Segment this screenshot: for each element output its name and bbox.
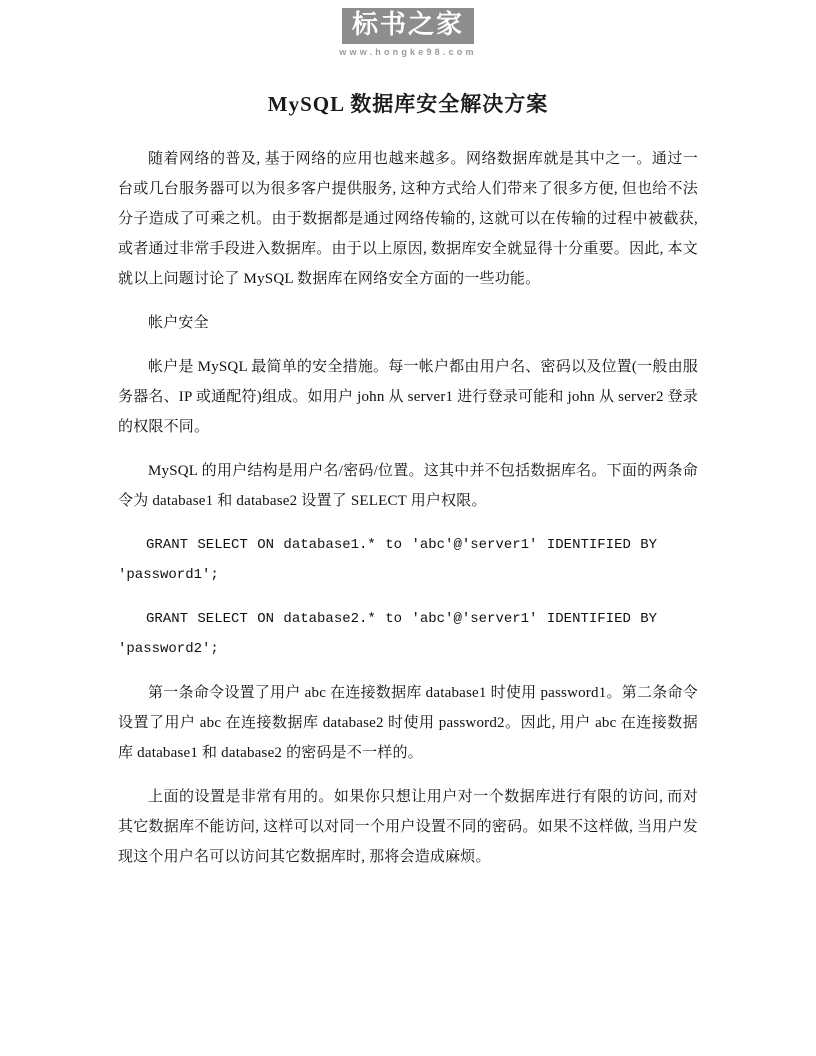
paragraph-user-structure: MySQL 的用户结构是用户名/密码/位置。这其中并不包括数据库名。下面的两条命令为 database1 和 database2 设置了 SELECT 用户权限。	[118, 463, 698, 509]
code-grant-2	[118, 604, 698, 664]
code-grant-1	[118, 530, 698, 590]
watermark-logo-text: 标书之家	[342, 8, 474, 44]
paragraph-grant-explain: 第一条命令设置了用户 abc 在连接数据库 database1 时使用 password1。第二条命令设置了用户 abc 在连接数据库 database2 时使用 password2。因此, 用户 abc 在连接数据库 database1 和 database2 的密码是不一样的。	[118, 685, 698, 761]
document-body	[118, 88, 698, 886]
paragraph-grant-benefit: 上面的设置是非常有用的。如果你只想让用户对一个数据库进行有限的访问, 而对其它数据库不能访问, 这样可以对同一个用户设置不同的密码。如果不这样做, 当用户发现这个用户名可以访问其它数据库时, 那将会造成麻烦。	[118, 789, 698, 865]
paragraph-account-desc: 帐户是 MySQL 最简单的安全措施。每一帐户都由用户名、密码以及位置(一般由服务器名、IP 或通配符)组成。如用户 john 从 server1 进行登录可能和 john 从 server2 登录的权限不同。	[118, 359, 698, 435]
watermark-logo	[0, 8, 816, 57]
code-grant-1-line1: GRANT SELECT ON database1.* to 'abc'@'server1' IDENTIFIED BY	[146, 537, 658, 553]
code-grant-1-line2: 'password1';	[118, 567, 219, 583]
page-title: MySQL 数据库安全解决方案	[267, 92, 549, 116]
code-grant-2-line1: GRANT SELECT ON database2.* to 'abc'@'server1' IDENTIFIED BY	[146, 611, 658, 627]
paragraph-intro: 随着网络的普及, 基于网络的应用也越来越多。网络数据库就是其中之一。通过一台或几台服务器可以为很多客户提供服务, 这种方式给人们带来了很多方便, 但也给不法分子造成了可乘之机。由于数据都是通过网络传输的, 这就可以在传输的过程中被截获, 或者通过非常手段进入数据库。由于以上原因, 数据库安全就显得十分重要。因此, 本文就以上问题讨论了 MySQL 数据库在网络安全方面的一些功能。	[118, 151, 698, 287]
paragraph-section-account-security: 帐户安全	[148, 315, 209, 331]
code-grant-2-line2: 'password2';	[118, 641, 219, 657]
watermark-site-url: www.hongke98.com	[339, 46, 477, 57]
